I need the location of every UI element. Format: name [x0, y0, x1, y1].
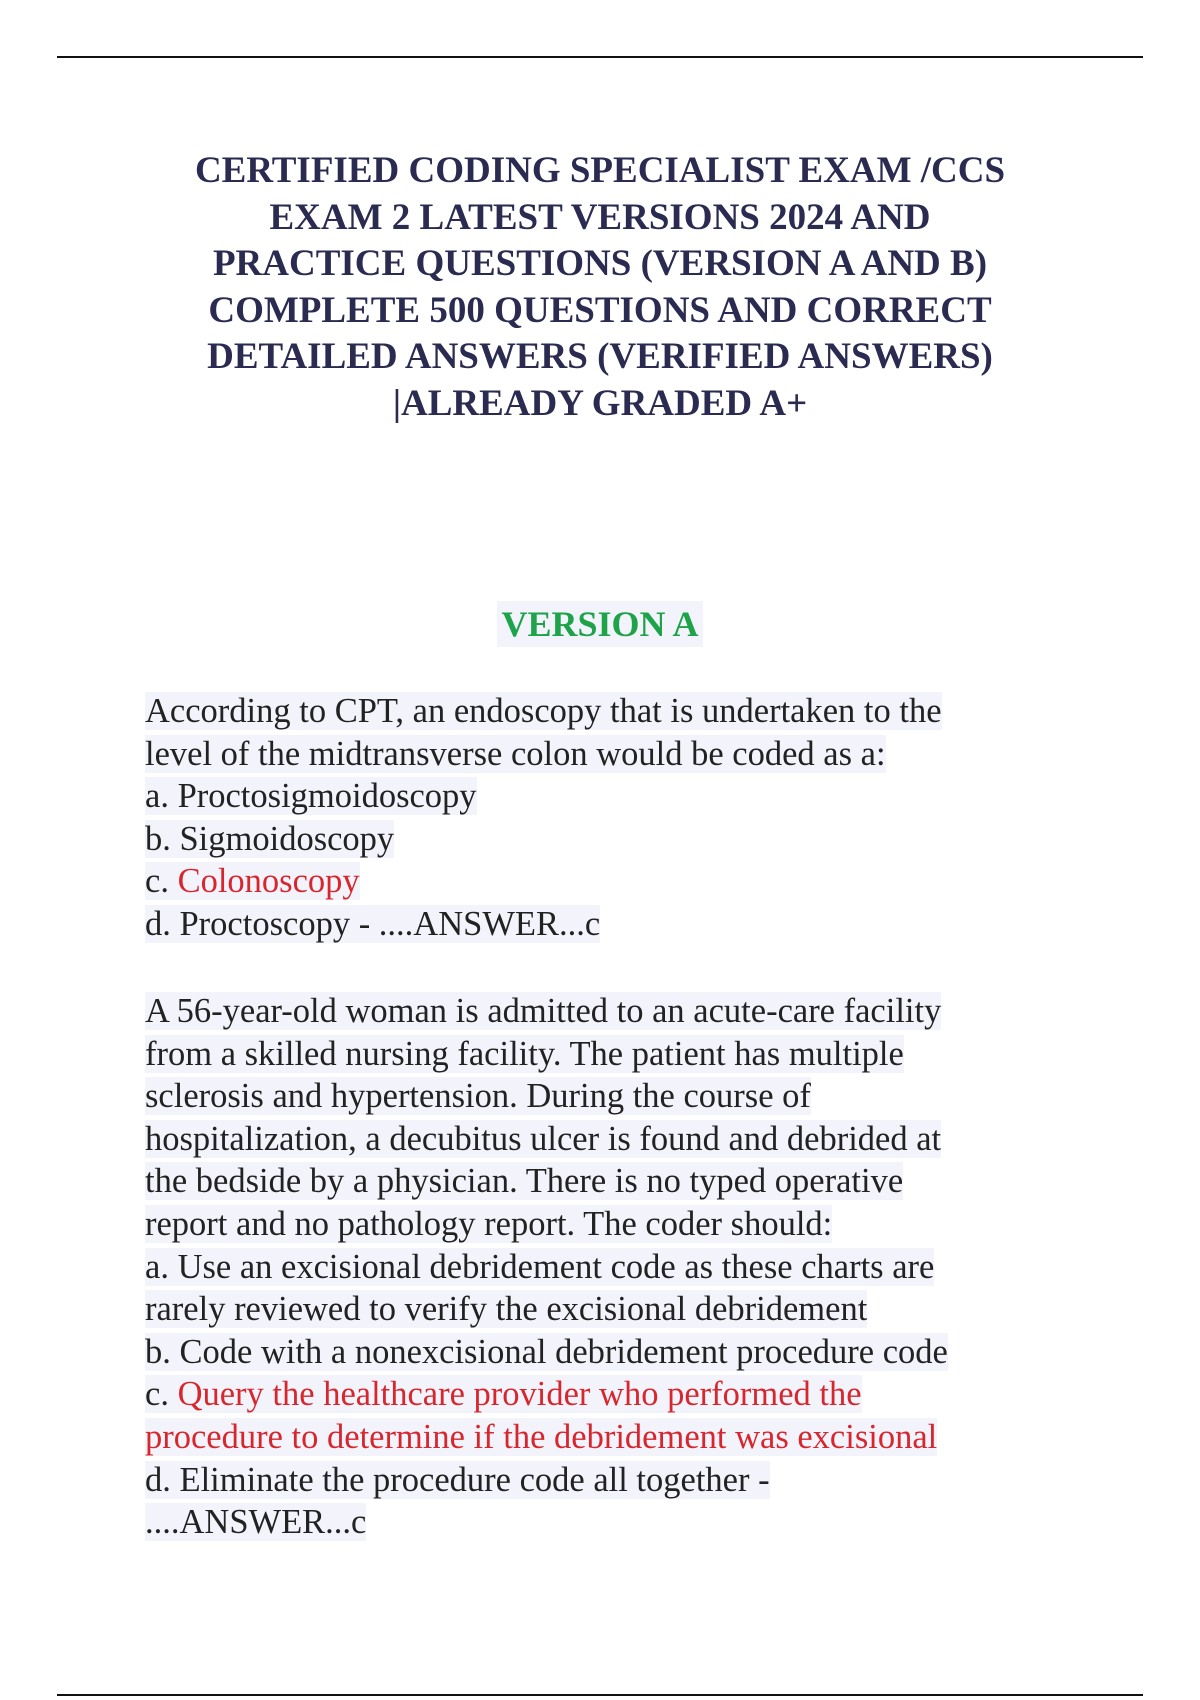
- correct-answer-text: Colonoscopy: [177, 862, 360, 901]
- option-a-continued: rarely reviewed to verify the excisional debridement: [145, 1290, 868, 1329]
- question-1: [145, 690, 1045, 946]
- question-stem-line: the bedside by a physician. There is no typed operative: [145, 1162, 904, 1201]
- title-line: PRACTICE QUESTIONS (VERSION A AND B): [212, 243, 988, 284]
- question-stem-line: A 56-year-old woman is admitted to an acute-care facility: [145, 992, 942, 1030]
- top-rule: [57, 56, 1143, 58]
- option-a: a. Use an excisional debridement code as these charts are: [145, 1247, 935, 1286]
- option-c-correct-continued: [145, 1416, 1045, 1459]
- option-c-correct: c. Colonoscopy: [145, 862, 360, 901]
- version-heading: VERSION A: [497, 601, 702, 647]
- document-title: [100, 148, 1100, 427]
- question-stem-line: According to CPT, an endoscopy that is undertaken to the: [145, 692, 942, 730]
- option-d: d. Eliminate the procedure code all together -: [145, 1460, 770, 1499]
- option-d-with-answer: d. Proctoscopy - ....ANSWER...c: [145, 904, 601, 943]
- option-c-correct: c. Query the healthcare provider who performed the: [145, 1375, 862, 1414]
- version-heading-row: [0, 601, 1200, 647]
- option-a: a. Proctosigmoidoscopy: [145, 777, 477, 816]
- question-stem-line: sclerosis and hypertension. During the course of: [145, 1077, 811, 1116]
- title-line: COMPLETE 500 QUESTIONS AND CORRECT: [208, 289, 992, 331]
- option-b: b. Code with a nonexcisional debridement procedure code: [145, 1332, 948, 1371]
- title-line: EXAM 2 LATEST VERSIONS 2024 AND: [269, 196, 931, 238]
- question-stem-line: level of the midtransverse colon would be coded as a:: [145, 734, 886, 773]
- option-d-answer: ....ANSWER...c: [145, 1503, 367, 1542]
- title-line: DETAILED ANSWERS (VERIFIED ANSWERS): [207, 336, 993, 377]
- bottom-rule: [57, 1694, 1143, 1696]
- title-line: |ALREADY GRADED A+: [392, 382, 808, 424]
- correct-answer-text: Query the healthcare provider who performed the: [177, 1375, 862, 1414]
- question-2: [145, 990, 1045, 1544]
- question-stem-line: hospitalization, a decubitus ulcer is found and debrided at: [145, 1119, 942, 1158]
- correct-answer-text: procedure to determine if the debridement was excisional: [145, 1417, 938, 1456]
- question-stem-line: from a skilled nursing facility. The patient has multiple: [145, 1034, 904, 1073]
- title-line: CERTIFIED CODING SPECIALIST EXAM /CCS: [194, 150, 1006, 191]
- option-b: b. Sigmoidoscopy: [145, 819, 395, 858]
- question-stem-line: report and no pathology report. The coder should:: [145, 1204, 833, 1243]
